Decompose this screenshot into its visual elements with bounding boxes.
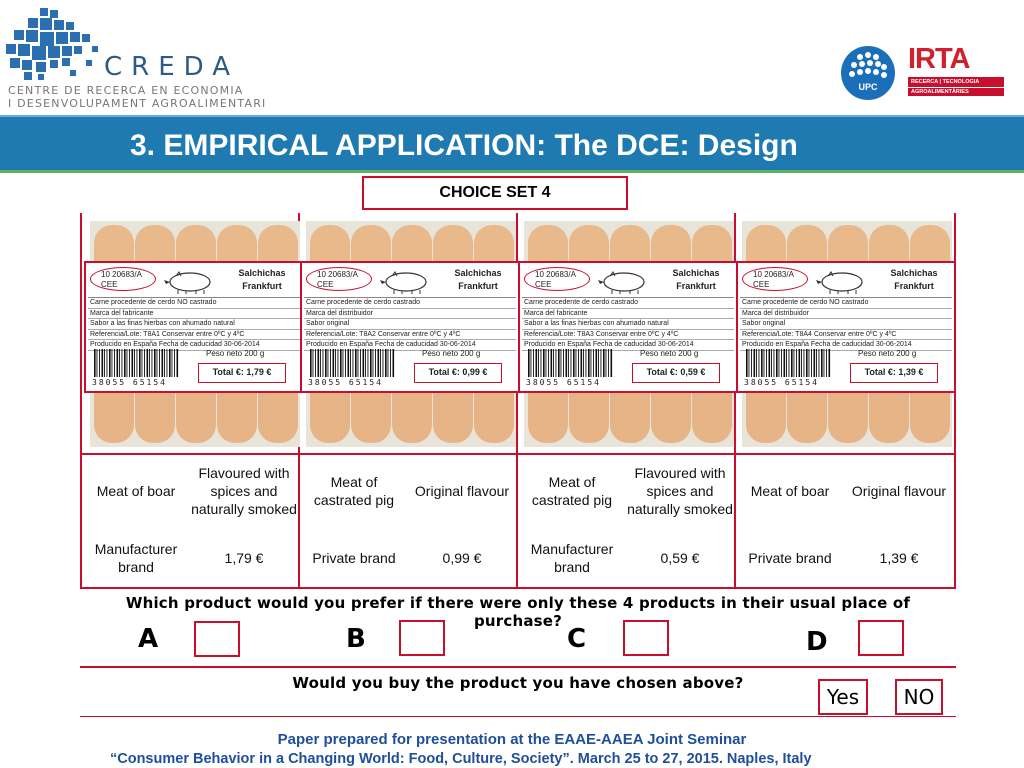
choice-set-label: CHOICE SET 4	[362, 176, 628, 210]
option-a-label: A	[138, 624, 159, 654]
product-detail-line: Producido en España Fecha de caducidad 30-06-2014	[304, 340, 516, 351]
irta-word: IRTA	[908, 43, 970, 75]
product-detail-line: Carne procedente de cerdo NO castrado	[740, 298, 952, 309]
pig-icon	[596, 269, 652, 295]
total-price: Total €: 1,39 €	[850, 363, 938, 383]
creda-subtitle-line2: I DESENVOLUPAMENT AGROALIMENTARI	[8, 97, 267, 110]
creda-logo-icon	[6, 6, 106, 88]
product-detail-line: Carne procedente de cerdo castrado	[522, 298, 734, 309]
attr-flavour-a: Flavoured with spices and naturally smoked	[191, 465, 297, 517]
attr-meat-a: Meat of boar	[96, 483, 176, 499]
barcode-number: 38055 65154	[92, 378, 167, 387]
product-code-line2: CEE	[535, 280, 552, 289]
attr-flavour-c: Flavoured with spices and naturally smoked	[627, 465, 733, 517]
grid-horizontal-divider	[82, 453, 954, 455]
net-weight: Peso neto 200 g	[640, 349, 699, 358]
product-detail-line: Producido en España Fecha de caducidad 30-06-2014	[522, 340, 734, 351]
product-name	[874, 267, 954, 293]
product-name	[656, 267, 736, 293]
upc-label: UPC	[858, 82, 878, 92]
footer-line2: “Consumer Behavior in a Changing World: Food, Culture, Society”. March 25 to 27, 2015. Naples, Italy	[110, 751, 812, 767]
attr-brand-a: Manufacturer brand	[94, 541, 178, 575]
product-code-line2: CEE	[753, 280, 770, 289]
product-name-line2: Frankfurt	[242, 281, 282, 291]
product-detail-line: Sabor a las finas hierbas con ahumado natural	[88, 319, 300, 330]
creda-name: CREDA	[104, 52, 239, 82]
product-detail-line: Carne procedente de cerdo castrado	[304, 298, 516, 309]
attr-brand-b: Private brand	[312, 550, 396, 566]
pig-icon	[378, 269, 434, 295]
product-code	[306, 267, 372, 291]
product-detail-line: Sabor original	[304, 319, 516, 330]
attr-flavour-b: Original flavour	[414, 483, 510, 499]
product-name-line2: Frankfurt	[894, 281, 934, 291]
product-code-line1: 10 20683/A	[317, 270, 358, 279]
product-details	[522, 297, 734, 351]
attr-meat-c: Meat of castrated pig	[531, 474, 613, 508]
product-grid	[80, 213, 956, 589]
product-label	[300, 261, 520, 393]
product-code-line2: CEE	[317, 280, 334, 289]
option-d-label: D	[806, 627, 828, 657]
attr-meat-d: Meat of boar	[750, 483, 830, 499]
product-details	[304, 297, 516, 351]
product-detail-line: Producido en España Fecha de caducidad 30-06-2014	[740, 340, 952, 351]
no-checkbox[interactable]: NO	[895, 679, 943, 715]
attr-price-c: 0,59 €	[660, 550, 700, 566]
barcode-number: 38055 65154	[308, 378, 383, 387]
irta-bar-1: RECERCA | TECNOLOGIA	[908, 77, 1004, 87]
attr-price-a: 1,79 €	[224, 550, 264, 566]
creda-subtitle-line1: CENTRE DE RECERCA EN ECONOMIA	[8, 84, 244, 97]
slide-title: 3. EMPIRICAL APPLICATION: The DCE: Design	[130, 129, 798, 162]
product-detail-line: Marca del distribuidor	[740, 309, 952, 320]
net-weight: Peso neto 200 g	[206, 349, 265, 358]
product-image-a	[90, 221, 300, 447]
barcode-icon	[526, 349, 616, 377]
product-detail-line: Referencia/Lote: T8A4 Conservar entre 0ºC y 4ºC	[740, 330, 952, 341]
product-name-line1: Salchichas	[672, 268, 720, 278]
product-code-line1: 10 20683/A	[535, 270, 576, 279]
total-price: Total €: 0,59 €	[632, 363, 720, 383]
barcode-number: 38055 65154	[744, 378, 819, 387]
product-name	[438, 267, 518, 293]
question-purchase: Would you buy the product you have chosen above?	[292, 674, 744, 692]
product-detail-line: Marca del distribuidor	[304, 309, 516, 320]
barcode-icon	[92, 349, 182, 377]
product-detail-line: Producido en España Fecha de caducidad 30-06-2014	[88, 340, 300, 351]
product-details	[740, 297, 952, 351]
product-code-line1: 10 20683/A	[753, 270, 794, 279]
net-weight: Peso neto 200 g	[858, 349, 917, 358]
total-price: Total €: 0,99 €	[414, 363, 502, 383]
attr-price-b: 0,99 €	[442, 550, 482, 566]
product-code-line2: CEE	[101, 280, 118, 289]
product-name-line1: Salchichas	[890, 268, 938, 278]
product-details	[88, 297, 300, 351]
product-detail-line: Sabor original	[740, 319, 952, 330]
product-detail-line: Sabor a las finas hierbas con ahumado natural	[522, 319, 734, 330]
option-c-checkbox[interactable]	[623, 620, 669, 656]
option-a-checkbox[interactable]	[194, 621, 240, 657]
product-detail-line: Referencia/Lote: T8A3 Conservar entre 0ºC y 4ºC	[522, 330, 734, 341]
question-separator	[80, 666, 956, 668]
bottom-separator	[80, 716, 956, 717]
yes-checkbox[interactable]: Yes	[818, 679, 868, 715]
product-name-line2: Frankfurt	[676, 281, 716, 291]
product-label	[736, 261, 956, 393]
product-name-line2: Frankfurt	[458, 281, 498, 291]
product-code	[742, 267, 808, 291]
product-detail-line: Referencia/Lote: T8A2 Conservar entre 0ºC y 4ºC	[304, 330, 516, 341]
pig-icon	[162, 269, 218, 295]
option-b-label: B	[346, 624, 366, 654]
barcode-number: 38055 65154	[526, 378, 601, 387]
product-image-c	[524, 221, 734, 447]
question-preference: Which product would you prefer if there were only these 4 products in their usual place of purchase?	[125, 594, 911, 630]
attr-brand-c: Manufacturer brand	[530, 541, 614, 575]
product-label	[84, 261, 304, 393]
option-d-checkbox[interactable]	[858, 620, 904, 656]
upc-logo-icon	[840, 45, 896, 101]
product-image-d	[742, 221, 952, 447]
footer-line1: Paper prepared for presentation at the EAAE-AAEA Joint Seminar	[277, 731, 747, 748]
irta-logo	[908, 44, 1004, 98]
total-price: Total €: 1,79 €	[198, 363, 286, 383]
product-name	[222, 267, 302, 293]
net-weight: Peso neto 200 g	[422, 349, 481, 358]
attr-flavour-d: Original flavour	[851, 483, 947, 499]
product-name-line1: Salchichas	[238, 268, 286, 278]
product-code-line1: 10 20683/A	[101, 270, 142, 279]
option-b-checkbox[interactable]	[399, 620, 445, 656]
irta-bar-2: AGROALIMENTÀRIES	[908, 88, 1004, 96]
product-image-b	[306, 221, 516, 447]
product-detail-line: Carne procedente de cerdo NO castrado	[88, 298, 300, 309]
product-label	[518, 261, 738, 393]
barcode-icon	[744, 349, 834, 377]
option-c-label: C	[567, 624, 587, 654]
product-detail-line: Marca del fabricante	[522, 309, 734, 320]
attr-brand-d: Private brand	[748, 550, 832, 566]
attr-price-d: 1,39 €	[879, 550, 919, 566]
title-band	[0, 115, 1024, 173]
product-code	[524, 267, 590, 291]
product-code	[90, 267, 156, 291]
product-name-line1: Salchichas	[454, 268, 502, 278]
product-detail-line: Marca del fabricante	[88, 309, 300, 320]
barcode-icon	[308, 349, 398, 377]
pig-icon	[814, 269, 870, 295]
product-detail-line: Referencia/Lote: T8A1 Conservar entre 0ºC y 4ºC	[88, 330, 300, 341]
attr-meat-b: Meat of castrated pig	[313, 474, 395, 508]
